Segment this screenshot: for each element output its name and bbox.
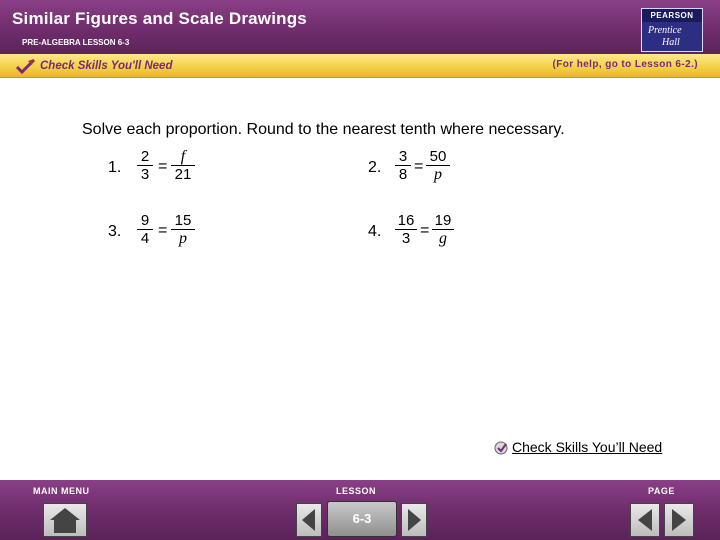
header-bar bbox=[0, 0, 720, 54]
logo-line1: Prentice bbox=[648, 25, 682, 36]
numerator: 19 bbox=[432, 212, 454, 230]
numerator: f bbox=[171, 148, 195, 166]
right-arrow-icon bbox=[665, 504, 693, 536]
numerator: 3 bbox=[395, 148, 411, 166]
page-prev-button[interactable] bbox=[630, 503, 660, 537]
problem-number: 4. bbox=[368, 223, 382, 240]
problem-4 bbox=[368, 212, 488, 252]
numerator: 2 bbox=[137, 148, 153, 166]
main-menu-label: MAIN MENU bbox=[33, 486, 90, 496]
numerator: 50 bbox=[426, 148, 450, 166]
denominator: p bbox=[434, 166, 442, 183]
numerator: 16 bbox=[395, 212, 417, 230]
left-fraction bbox=[137, 212, 153, 248]
page-label: PAGE bbox=[648, 486, 675, 496]
right-arrow-icon bbox=[402, 504, 426, 536]
equals-sign: = bbox=[420, 222, 430, 239]
denominator: 3 bbox=[401, 230, 411, 247]
lesson-label: LESSON bbox=[336, 486, 377, 496]
check-skills-bar bbox=[0, 54, 720, 78]
checkmark-pencil-icon bbox=[16, 58, 36, 74]
left-fraction bbox=[395, 212, 417, 248]
problem-3 bbox=[108, 212, 228, 252]
problem-2 bbox=[368, 148, 488, 188]
left-arrow-icon bbox=[297, 504, 321, 536]
denominator: 4 bbox=[140, 230, 150, 247]
problem-1 bbox=[108, 148, 228, 188]
denominator: p bbox=[179, 230, 187, 247]
home-button[interactable] bbox=[43, 503, 87, 537]
navigation-bar bbox=[0, 480, 720, 540]
instruction-text: Solve each proportion. Round to the nearest tenth where necessary. bbox=[82, 121, 565, 138]
equals-sign: = bbox=[158, 222, 168, 239]
lesson-next-button[interactable] bbox=[401, 503, 427, 537]
right-fraction bbox=[171, 148, 195, 184]
page-next-button[interactable] bbox=[664, 503, 694, 537]
right-fraction bbox=[426, 148, 450, 184]
speaker-icon[interactable] bbox=[494, 441, 510, 455]
lesson-subtitle: PRE-ALGEBRA LESSON 6-3 bbox=[22, 38, 130, 47]
left-arrow-icon bbox=[631, 504, 659, 536]
numerator: 9 bbox=[137, 212, 153, 230]
logo-line2: Hall bbox=[662, 37, 680, 48]
check-skills-label: Check Skills You'll Need bbox=[40, 60, 173, 72]
pearson-logo bbox=[641, 8, 703, 52]
right-fraction bbox=[432, 212, 454, 248]
denominator: 8 bbox=[398, 166, 408, 183]
help-reference: (For help, go to Lesson 6-2.) bbox=[552, 59, 698, 70]
lesson-prev-button[interactable] bbox=[296, 503, 322, 537]
denominator: g bbox=[439, 230, 447, 247]
problem-number: 2. bbox=[368, 159, 382, 176]
left-fraction bbox=[137, 148, 153, 184]
logo-brand: PEARSON bbox=[642, 9, 702, 22]
denominator: 21 bbox=[174, 166, 192, 183]
page-title: Similar Figures and Scale Drawings bbox=[12, 9, 307, 28]
home-icon bbox=[44, 504, 86, 536]
lesson-number-display: 6-3 bbox=[327, 501, 397, 537]
right-fraction bbox=[171, 212, 195, 248]
equals-sign: = bbox=[414, 158, 424, 175]
check-skills-link[interactable]: Check Skills You’ll Need bbox=[512, 439, 663, 455]
equals-sign: = bbox=[158, 158, 168, 175]
problem-number: 1. bbox=[108, 159, 122, 176]
left-fraction bbox=[395, 148, 411, 184]
numerator: 15 bbox=[171, 212, 195, 230]
denominator: 3 bbox=[140, 166, 150, 183]
problem-number: 3. bbox=[108, 223, 122, 240]
